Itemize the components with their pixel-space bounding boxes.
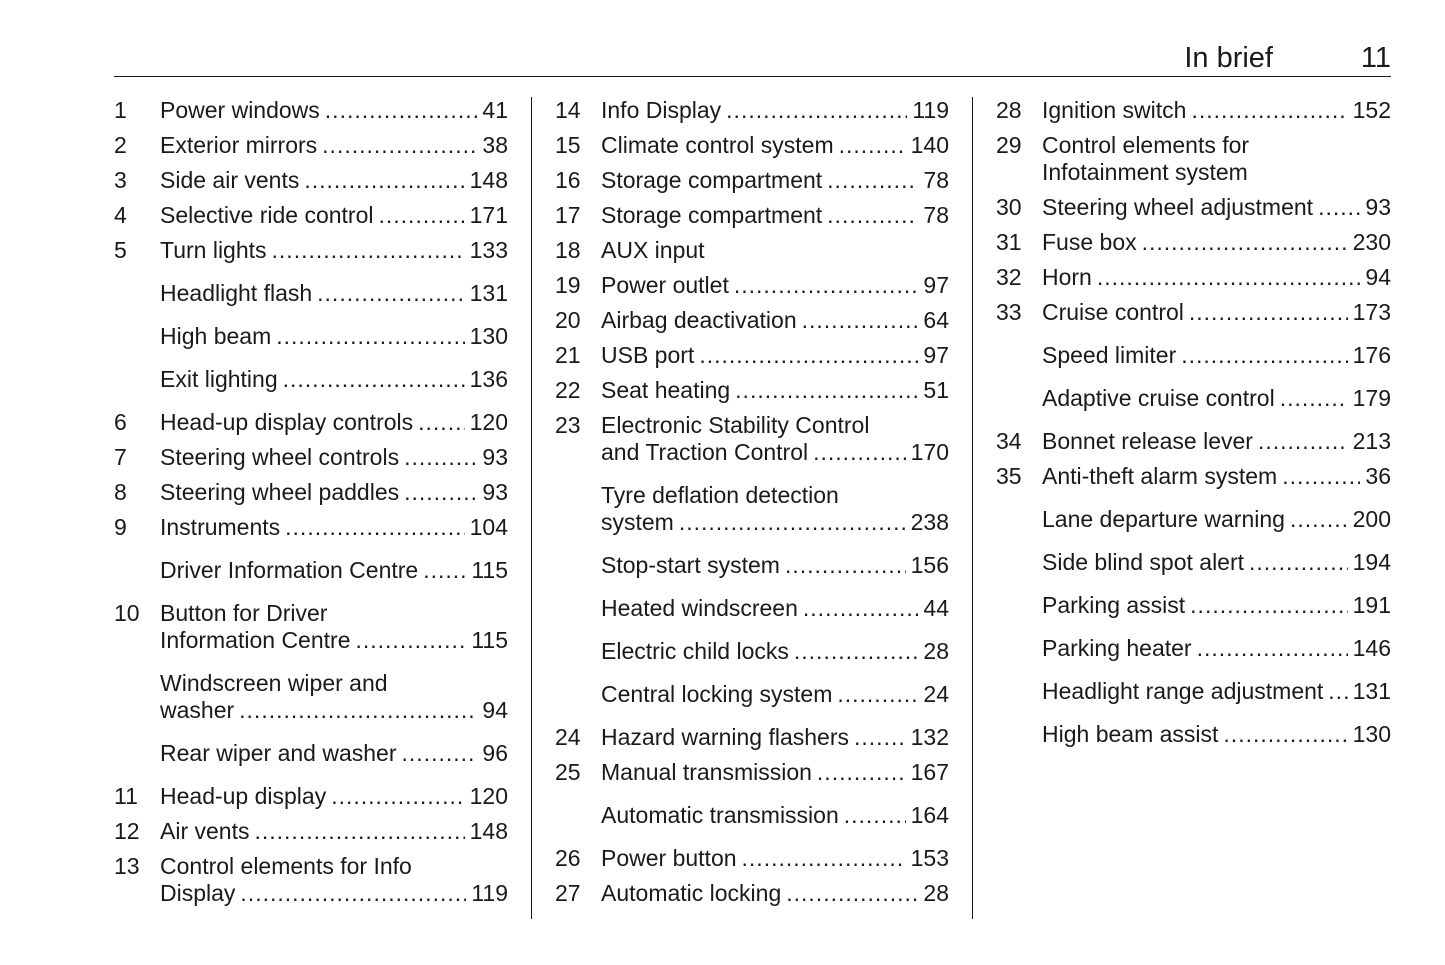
- entry-number: 27: [555, 880, 581, 906]
- entry-label: Head-up display: [160, 783, 327, 809]
- entry-label: Power windows: [160, 97, 320, 123]
- entry-number: 15: [555, 132, 581, 158]
- entry-label: Side blind spot alert: [1042, 549, 1245, 575]
- entry-page-ref[interactable]: 131: [1352, 678, 1391, 704]
- entry-label: Horn: [1042, 264, 1092, 290]
- entry-page-ref[interactable]: 28: [923, 638, 949, 664]
- entry-page-ref[interactable]: 24: [923, 681, 949, 707]
- entry-number: 33: [996, 299, 1022, 325]
- entry-label: Parking assist: [1042, 592, 1186, 618]
- leader-dots: [325, 97, 478, 124]
- entry-label-line: Button for Driver: [160, 600, 328, 626]
- entry-number: 25: [555, 759, 581, 785]
- index-entry: [555, 167, 949, 194]
- entry-page-ref[interactable]: 176: [1352, 342, 1391, 368]
- entry-number: 13: [114, 853, 140, 879]
- entry-label: Ignition switch: [1042, 97, 1187, 123]
- entry-label: USB port: [601, 342, 695, 368]
- leader-dots: [827, 167, 918, 194]
- entry-page-ref[interactable]: 94: [482, 697, 508, 723]
- index-entry: [555, 97, 949, 124]
- entry-number: 16: [555, 167, 581, 193]
- leader-dots: [785, 552, 906, 579]
- index-entry: [996, 264, 1391, 291]
- index-column-3: [996, 97, 1391, 748]
- leader-dots: [679, 509, 906, 536]
- entry-page-ref[interactable]: 133: [469, 237, 508, 263]
- index-entry: [996, 385, 1391, 412]
- entry-label: Headlight flash: [160, 280, 313, 306]
- entry-label: Air vents: [160, 818, 250, 844]
- index-entry: [555, 880, 949, 907]
- leader-dots: [285, 514, 464, 541]
- entry-label: Stop-start system: [601, 552, 780, 578]
- index-entry: [996, 132, 1391, 186]
- entry-label-line: Windscreen wiper and: [160, 670, 388, 696]
- leader-dots: [272, 237, 465, 264]
- index-entry: [555, 724, 949, 751]
- leader-dots: [283, 366, 465, 393]
- entry-page-ref[interactable]: 140: [910, 132, 949, 158]
- entry-page-ref[interactable]: 146: [1352, 635, 1391, 661]
- entry-label: Central locking system: [601, 681, 833, 707]
- index-entry: [996, 463, 1391, 490]
- entry-number: 35: [996, 463, 1022, 489]
- entry-label: Bonnet release lever: [1042, 428, 1253, 454]
- leader-dots: [1191, 97, 1347, 124]
- entry-label: Power outlet: [601, 272, 729, 298]
- leader-dots: [1282, 463, 1360, 490]
- entry-label: Turn lights: [160, 237, 267, 263]
- entry-page-ref[interactable]: 78: [923, 202, 949, 228]
- entry-page-ref[interactable]: 152: [1352, 97, 1391, 123]
- entry-number: 18: [555, 237, 581, 263]
- index-entry: [114, 818, 508, 845]
- column-divider: [531, 97, 532, 919]
- entry-page-ref[interactable]: 194: [1352, 549, 1391, 575]
- section-title: In brief: [1184, 42, 1273, 74]
- entry-page-ref[interactable]: 200: [1352, 506, 1391, 532]
- entry-label: High beam assist: [1042, 721, 1219, 747]
- index-entry: [996, 194, 1391, 221]
- entry-label-line: Control elements for Info: [160, 853, 412, 879]
- index-entry: [555, 342, 949, 369]
- entry-page-ref[interactable]: 131: [469, 280, 508, 306]
- entry-page-ref[interactable]: 78: [923, 167, 949, 193]
- index-entry: [996, 428, 1391, 455]
- entry-label: Headlight range adjustment: [1042, 678, 1324, 704]
- entry-label: Steering wheel controls: [160, 444, 400, 470]
- leader-dots: [813, 439, 906, 466]
- index-entry: [114, 97, 508, 124]
- entry-page-ref[interactable]: 170: [910, 439, 949, 465]
- index-entry: [114, 514, 508, 541]
- index-entry: [555, 552, 949, 579]
- index-entry: [114, 557, 508, 584]
- entry-page-ref[interactable]: 156: [910, 552, 949, 578]
- leader-dots: [322, 132, 477, 159]
- index-entry: [114, 202, 508, 229]
- entry-page-ref[interactable]: 51: [923, 377, 949, 403]
- entry-label: Steering wheel adjustment: [1042, 194, 1314, 220]
- index-entry: [555, 595, 949, 622]
- entry-number: 34: [996, 428, 1022, 454]
- entry-label: Cruise control: [1042, 299, 1184, 325]
- entry-page-ref[interactable]: 120: [469, 409, 508, 435]
- entry-number: 32: [996, 264, 1022, 290]
- column-divider: [972, 97, 973, 919]
- entry-number: 6: [114, 409, 127, 435]
- entry-page-ref[interactable]: 93: [482, 479, 508, 505]
- entry-label: Automatic transmission: [601, 802, 839, 828]
- index-entry: [555, 845, 949, 872]
- entry-label: Anti-theft alarm system: [1042, 463, 1278, 489]
- entry-label: Manual transmission: [601, 759, 812, 785]
- index-entry: [555, 759, 949, 786]
- entry-page-ref[interactable]: 119: [471, 880, 508, 906]
- leader-dots: [786, 880, 918, 907]
- entry-page-ref[interactable]: 97: [923, 272, 949, 298]
- index-entry: [996, 721, 1391, 748]
- index-entry: [996, 592, 1391, 619]
- leader-dots: [837, 681, 918, 708]
- entry-number: 4: [114, 202, 127, 228]
- entry-number: 22: [555, 377, 581, 403]
- leader-dots: [699, 342, 918, 369]
- leader-dots: [839, 132, 906, 159]
- entry-number: 10: [114, 600, 140, 626]
- entry-label: Info Display: [601, 97, 722, 123]
- entry-label: Exterior mirrors: [160, 132, 318, 158]
- entry-number: 14: [555, 97, 581, 123]
- entry-page-ref[interactable]: 104: [469, 514, 508, 540]
- leader-dots: [1280, 385, 1348, 412]
- entry-page-ref[interactable]: 179: [1352, 385, 1391, 411]
- entry-number: 12: [114, 818, 140, 844]
- leader-dots: [1249, 549, 1348, 576]
- leader-dots: [742, 845, 906, 872]
- entry-label: Exit lighting: [160, 366, 278, 392]
- entry-page-ref[interactable]: 173: [1352, 299, 1391, 325]
- index-entry: [555, 681, 949, 708]
- index-entry: [114, 280, 508, 307]
- entry-label: Rear wiper and washer: [160, 740, 397, 766]
- index-entry: [555, 202, 949, 229]
- entry-number: 23: [555, 412, 581, 438]
- index-entry: [555, 132, 949, 159]
- leader-dots: [240, 880, 466, 907]
- index-entry: [996, 506, 1391, 533]
- entry-label: Seat heating: [601, 377, 731, 403]
- leader-dots: [794, 638, 919, 665]
- leader-dots: [1181, 342, 1347, 369]
- entry-label: Climate control system: [601, 132, 834, 158]
- entry-number: 29: [996, 132, 1022, 158]
- entry-page-ref[interactable]: 115: [471, 557, 508, 583]
- entry-number: 1: [114, 97, 127, 123]
- index-entry: [555, 412, 949, 466]
- entry-page-ref[interactable]: 38: [482, 132, 508, 158]
- index-entry: [996, 229, 1391, 256]
- leader-dots: [317, 280, 464, 307]
- entry-label: and Traction Control: [601, 439, 809, 465]
- entry-page-ref[interactable]: 148: [469, 818, 508, 844]
- entry-page-ref[interactable]: 167: [910, 759, 949, 785]
- entry-number: 19: [555, 272, 581, 298]
- entry-number: 3: [114, 167, 127, 193]
- entry-label: Infotainment system: [1042, 159, 1248, 185]
- index-entry: [114, 323, 508, 350]
- index-entry: [114, 132, 508, 159]
- index-entry: [996, 635, 1391, 662]
- leader-dots: [817, 759, 906, 786]
- entry-label: Parking heater: [1042, 635, 1192, 661]
- leader-dots: [803, 595, 919, 622]
- index-entry: [996, 678, 1391, 705]
- entry-page-ref[interactable]: 41: [482, 97, 508, 123]
- entry-page-ref[interactable]: 115: [471, 627, 508, 653]
- page-header: [114, 38, 1391, 77]
- entry-label: Airbag deactivation: [601, 307, 797, 333]
- leader-dots: [854, 724, 906, 751]
- index-entry: [996, 549, 1391, 576]
- index-column-1: [114, 97, 508, 907]
- entry-label-line: Control elements for: [1042, 132, 1250, 158]
- entry-number: 17: [555, 202, 581, 228]
- leader-dots: [423, 557, 466, 584]
- entry-page-ref[interactable]: 96: [482, 740, 508, 766]
- index-entry: [114, 600, 508, 654]
- index-entry: [555, 377, 949, 404]
- entry-label: Adaptive cruise control: [1042, 385, 1275, 411]
- entry-page-ref[interactable]: 148: [469, 167, 508, 193]
- index-entry: [114, 444, 508, 471]
- leader-dots: [254, 818, 464, 845]
- entry-page-ref[interactable]: 171: [469, 202, 508, 228]
- entry-label: Head-up display controls: [160, 409, 414, 435]
- entry-label: Storage compartment: [601, 167, 823, 193]
- entry-label: Instruments: [160, 514, 281, 540]
- entry-page-ref[interactable]: 64: [923, 307, 949, 333]
- entry-number: 9: [114, 514, 127, 540]
- entry-page-ref[interactable]: 132: [910, 724, 949, 750]
- leader-dots: [1290, 506, 1348, 533]
- leader-dots: [404, 444, 477, 471]
- leader-dots: [1223, 721, 1347, 748]
- index-entry: [555, 638, 949, 665]
- leader-dots: [827, 202, 918, 229]
- entry-label: Selective ride control: [160, 202, 374, 228]
- index-entry: [114, 670, 508, 724]
- index-entry: [555, 237, 949, 264]
- entry-number: 21: [555, 342, 581, 368]
- leader-dots: [331, 783, 464, 810]
- entry-label: Information Centre: [160, 627, 351, 653]
- entry-label: Driver Information Centre: [160, 557, 419, 583]
- entry-page-ref[interactable]: 28: [923, 880, 949, 906]
- entry-label-line: Electronic Stability Control: [601, 412, 870, 438]
- leader-dots: [726, 97, 907, 124]
- leader-dots: [1197, 635, 1348, 662]
- entry-number: 30: [996, 194, 1022, 220]
- entry-label: Power button: [601, 845, 737, 871]
- leader-dots: [304, 167, 464, 194]
- entry-page-ref[interactable]: 119: [912, 97, 949, 123]
- entry-page-ref[interactable]: 191: [1352, 592, 1391, 618]
- entry-label: Fuse box: [1042, 229, 1137, 255]
- leader-dots: [734, 272, 919, 299]
- leader-dots: [1190, 592, 1347, 619]
- entry-label: Speed limiter: [1042, 342, 1177, 368]
- index-entry: [114, 167, 508, 194]
- leader-dots: [379, 202, 465, 229]
- index-entry: [114, 479, 508, 506]
- entry-page-ref[interactable]: 238: [910, 509, 949, 535]
- entry-page-ref[interactable]: 93: [1365, 194, 1391, 220]
- leader-dots: [402, 740, 478, 767]
- entry-label: Heated windscreen: [601, 595, 798, 621]
- entry-number: 31: [996, 229, 1022, 255]
- entry-page-ref[interactable]: 93: [482, 444, 508, 470]
- index-entry: [114, 783, 508, 810]
- leader-dots: [1142, 229, 1348, 256]
- leader-dots: [1097, 264, 1361, 291]
- leader-dots: [1318, 194, 1360, 221]
- entry-number: 28: [996, 97, 1022, 123]
- entry-label: Storage compartment: [601, 202, 823, 228]
- entry-page-ref[interactable]: 44: [923, 595, 949, 621]
- entry-label: Electric child locks: [601, 638, 789, 664]
- index-column-2: [555, 97, 949, 907]
- entry-number: 2: [114, 132, 127, 158]
- leader-dots: [355, 627, 466, 654]
- index-entry: [114, 740, 508, 767]
- index-entry: [555, 272, 949, 299]
- leader-dots: [844, 802, 906, 829]
- leader-dots: [1258, 428, 1348, 455]
- index-entry: [996, 299, 1391, 326]
- entry-page-ref[interactable]: 230: [1352, 229, 1391, 255]
- leader-dots: [276, 323, 464, 350]
- entry-label: Display: [160, 880, 236, 906]
- entry-label: Automatic locking: [601, 880, 782, 906]
- entry-page-ref[interactable]: 94: [1365, 264, 1391, 290]
- entry-label: system: [601, 509, 674, 535]
- entry-label: washer: [160, 697, 235, 723]
- index-entry: [996, 97, 1391, 124]
- leader-dots: [1189, 299, 1348, 326]
- index-entry: [996, 342, 1391, 369]
- index-entry: [555, 802, 949, 829]
- leader-dots: [404, 479, 477, 506]
- entry-label: Lane departure warning: [1042, 506, 1285, 532]
- leader-dots: [1328, 678, 1347, 705]
- index-entry: [114, 237, 508, 264]
- entry-number: 7: [114, 444, 127, 470]
- index-entry: [555, 307, 949, 334]
- entry-page-ref[interactable]: 36: [1365, 463, 1391, 489]
- entry-number: 24: [555, 724, 581, 750]
- entry-label-line: Tyre deflation detection: [601, 482, 839, 508]
- index-entry: [555, 482, 949, 536]
- leader-dots: [239, 697, 477, 724]
- entry-label: Hazard warning flashers: [601, 724, 850, 750]
- entry-label: Side air vents: [160, 167, 300, 193]
- entry-page-ref[interactable]: 136: [469, 366, 508, 392]
- entry-number: 5: [114, 237, 127, 263]
- index-entry: [114, 853, 508, 907]
- entry-page-ref[interactable]: 130: [469, 323, 508, 349]
- entry-label: AUX input: [601, 237, 705, 263]
- entry-page-ref[interactable]: 153: [910, 845, 949, 871]
- entry-number: 11: [114, 783, 138, 809]
- entry-number: 20: [555, 307, 581, 333]
- entry-page-ref[interactable]: 164: [910, 802, 949, 828]
- entry-page-ref[interactable]: 97: [923, 342, 949, 368]
- index-entry: [114, 409, 508, 436]
- entry-page-ref[interactable]: 213: [1352, 428, 1391, 454]
- entry-page-ref[interactable]: 130: [1352, 721, 1391, 747]
- page-number: 11: [1360, 42, 1391, 74]
- leader-dots: [735, 377, 918, 404]
- entry-label: High beam: [160, 323, 272, 349]
- index-entry: [114, 366, 508, 393]
- entry-number: 8: [114, 479, 127, 505]
- entry-number: 26: [555, 845, 581, 871]
- leader-dots: [802, 307, 919, 334]
- entry-page-ref[interactable]: 120: [469, 783, 508, 809]
- leader-dots: [418, 409, 464, 436]
- entry-label: Steering wheel paddles: [160, 479, 400, 505]
